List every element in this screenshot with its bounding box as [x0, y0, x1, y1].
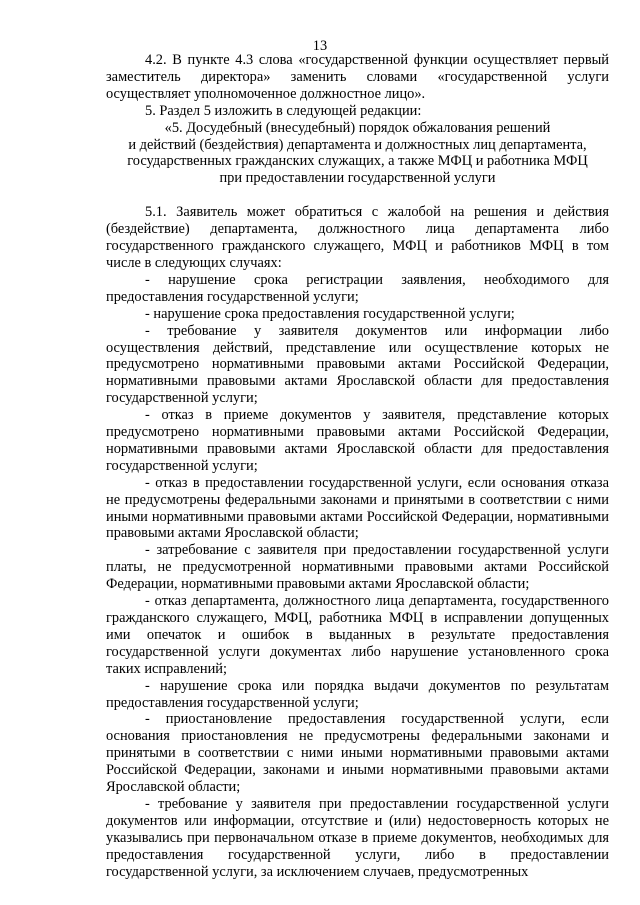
list-item-document-refusal: - отказ в приеме документов у заявителя, представление которых предусмотрено нормативными правовыми актами Российской Федерации, нормативными правовыми актами Ярославской области для предоставления государственной услуги; — [106, 407, 609, 474]
list-item-service-deadline: - нарушение срока предоставления государственной услуги; — [145, 305, 515, 322]
page-number: 13 — [312, 38, 328, 54]
section-heading-line-2: и действий (бездействия) департамента и должностных лиц департамента, — [128, 136, 587, 153]
paragraph-5-intro: 5. Раздел 5 изложить в следующей редакции: — [145, 102, 422, 119]
document-body — [106, 52, 609, 881]
section-heading-line-3: государственных гражданских служащих, а также МФЦ и работника МФЦ — [127, 153, 588, 170]
section-heading — [106, 120, 609, 188]
section-heading-line-1: «5. Досудебный (внесудебный) порядок обжалования решений — [164, 119, 551, 136]
list-item-service-refusal: - отказ в предоставлении государственной услуги, если основания отказа не предусмотрены федеральными законами и принятыми в соответствии с ними иными нормативными правовыми актами Российской Федерации, нормативными правовыми актами Ярославской области; — [106, 474, 609, 542]
paragraph-5-1: 5.1. Заявитель может обратиться с жалобой на решения и действия (бездействие) департамента, должностного лица департамента либо государственного гражданского служащего, МФЦ и работников МФЦ в том числе в следующих случаях: — [106, 204, 609, 271]
list-item-correction-refusal: - отказ департамента, должностного лица департамента, государственного гражданского служащего, МФЦ, работника МФЦ в исправлении допущенных ими опечаток и ошибок в выданных в результате предоставления государственной услуги документах либо нарушение установленного срока таких исправлений; — [106, 593, 609, 677]
list-item-issuance-violation: - нарушение срока или порядка выдачи документов по результатам предоставления государственной услуги; — [106, 677, 609, 711]
section-heading-line-4: при предоставлении государственной услуги — [219, 170, 496, 187]
list-item-fee-demand: - затребование с заявителя при предоставлении государственной услуги платы, не предусмотренной нормативными правовыми актами Российской Федерации, нормативными правовыми актами Ярославской области; — [106, 542, 609, 593]
spacer — [106, 187, 609, 204]
paragraph-4-2: 4.2. В пункте 4.3 слова «государственной функции осуществляет первый заместитель директора» заменить словами «государственной услуги осуществляет уполномоченное должностное лицо». — [106, 52, 609, 102]
list-item-suspension: - приостановление предоставления государственной услуги, если основания приостановления не предусмотрены федеральными законами и принятыми в соответствии с ними иными нормативными правовыми актами Российской Федерации, законами и иными нормативными правовыми актами Ярославской области; — [106, 711, 609, 796]
list-item-missing-documents: - требование у заявителя при предоставлении государственной услуги документов или информации, отсутствие и (или) недостоверность которых не указывались при первоначальном отказе в приеме документов, необходимых для предоставления государственной услуги, либо в предоставлении государственной услуги, за исключением случаев, предусмотренных — [106, 795, 609, 880]
list-item-registration-deadline: - нарушение срока регистрации заявления, необходимого для предоставления государственной услуги; — [106, 271, 609, 305]
list-item-excess-documents: - требование у заявителя документов или информации либо осуществления действий, представление или осуществление которых не предусмотрено нормативными правовыми актами Российской Федерации, нормативными правовыми актами Ярославской области для предоставления государственной услуги; — [106, 322, 609, 407]
